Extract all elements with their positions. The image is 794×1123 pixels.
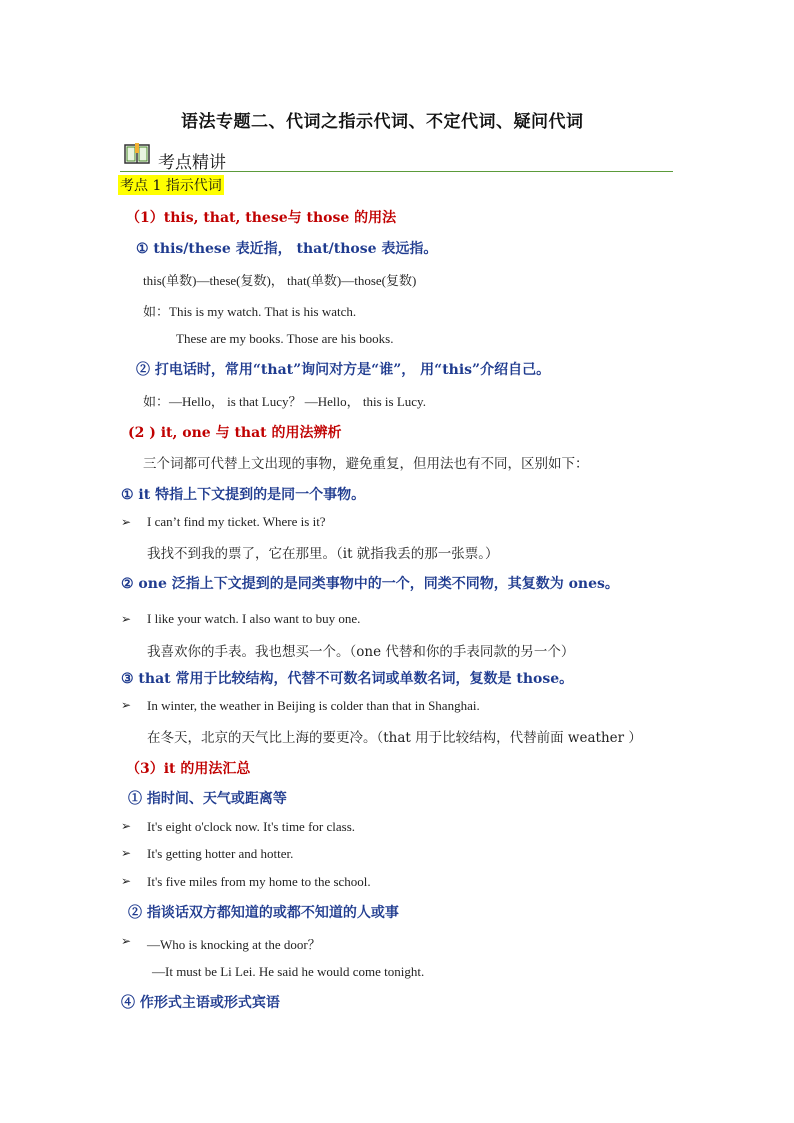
example-2: 如：—Hello， is that Lucy？ —Hello， this is Lucy. [143, 394, 426, 409]
usage-1-example: It's five miles from my home to the school. [147, 874, 371, 889]
bullet-arrow-icon: ➢ [121, 874, 132, 888]
point-1-body: this(单数)—these(复数)， that(单数)—those(复数) [143, 273, 417, 288]
case-2-english: I like your watch. I also want to buy one. [147, 611, 361, 626]
point-1: ① this/these 表近指， that/those 表远指。 [136, 241, 438, 257]
usage-1-example: It's getting hotter and hotter. [147, 846, 294, 861]
usage-1: ① 指时间、天气或距离等 [128, 791, 287, 807]
usage-2-example-a: —It must be Li Lei. He said he would come tonight. [152, 964, 425, 979]
bullet-arrow-icon: ➢ [121, 612, 132, 626]
bullet-arrow-icon: ➢ [121, 515, 132, 529]
kaodian-label: 考点 1 指示代词 [118, 175, 224, 195]
section-divider [120, 171, 673, 172]
case-3-chinese: 在冬天，北京的天气比上海的要更冷。（that 用于比较结构，代替前面 weather ） [147, 730, 642, 746]
section-1-heading: （1）this, that, these与 those 的用法 [126, 210, 397, 226]
case-1: ① it 特指上下文提到的是同一个事物。 [121, 487, 366, 503]
case-2-chinese: 我喜欢你的手表。我也想买一个。（one 代替和你的手表同款的另一个） [147, 644, 575, 660]
case-1-english: I can’t find my ticket. Where is it? [147, 514, 326, 529]
case-2: ② one 泛指上下文提到的是同类事物中的一个，同类不同物，其复数为 ones。 [121, 576, 619, 592]
case-3-english: In winter, the weather in Beijing is colder than that in Shanghai. [147, 698, 480, 713]
bullet-arrow-icon: ➢ [121, 819, 132, 833]
example-1b: These are my books. Those are his books. [176, 331, 394, 346]
case-1-chinese: 我找不到我的票了，它在那里。（it 就指我丢的那一张票。） [147, 546, 499, 562]
section-2-heading: (2 ) it, one 与 that 的用法辨析 [128, 425, 342, 441]
section-2-intro: 三个词都可代替上文出现的事物，避免重复，但用法也有不同，区别如下： [143, 456, 589, 472]
case-3: ③ that 常用于比较结构，代替不可数名词或单数名词，复数是 those。 [121, 671, 574, 687]
usage-1-example: It's eight o'clock now. It's time for class. [147, 819, 355, 834]
usage-2: ② 指谈话双方都知道的或都不知道的人或事 [128, 905, 399, 921]
section-3-heading: （3）it 的用法汇总 [126, 761, 251, 777]
bullet-arrow-icon: ➢ [121, 698, 132, 712]
open-book-icon [124, 143, 150, 167]
usage-4: ④ 作形式主语或形式宾语 [121, 995, 280, 1011]
point-2: ② 打电话时，常用“that”询问对方是“谁”， 用“this”介绍自己。 [136, 362, 551, 378]
bullet-arrow-icon: ➢ [121, 934, 132, 948]
usage-2-example-q: —Who is knocking at the door？ [147, 937, 321, 952]
example-1a: 如：This is my watch. That is his watch. [143, 304, 357, 319]
section-header: 考点精讲 [158, 153, 226, 173]
bullet-arrow-icon: ➢ [121, 846, 132, 860]
document-title: 语法专题二、代词之指示代词、不定代词、疑问代词 [181, 112, 584, 132]
